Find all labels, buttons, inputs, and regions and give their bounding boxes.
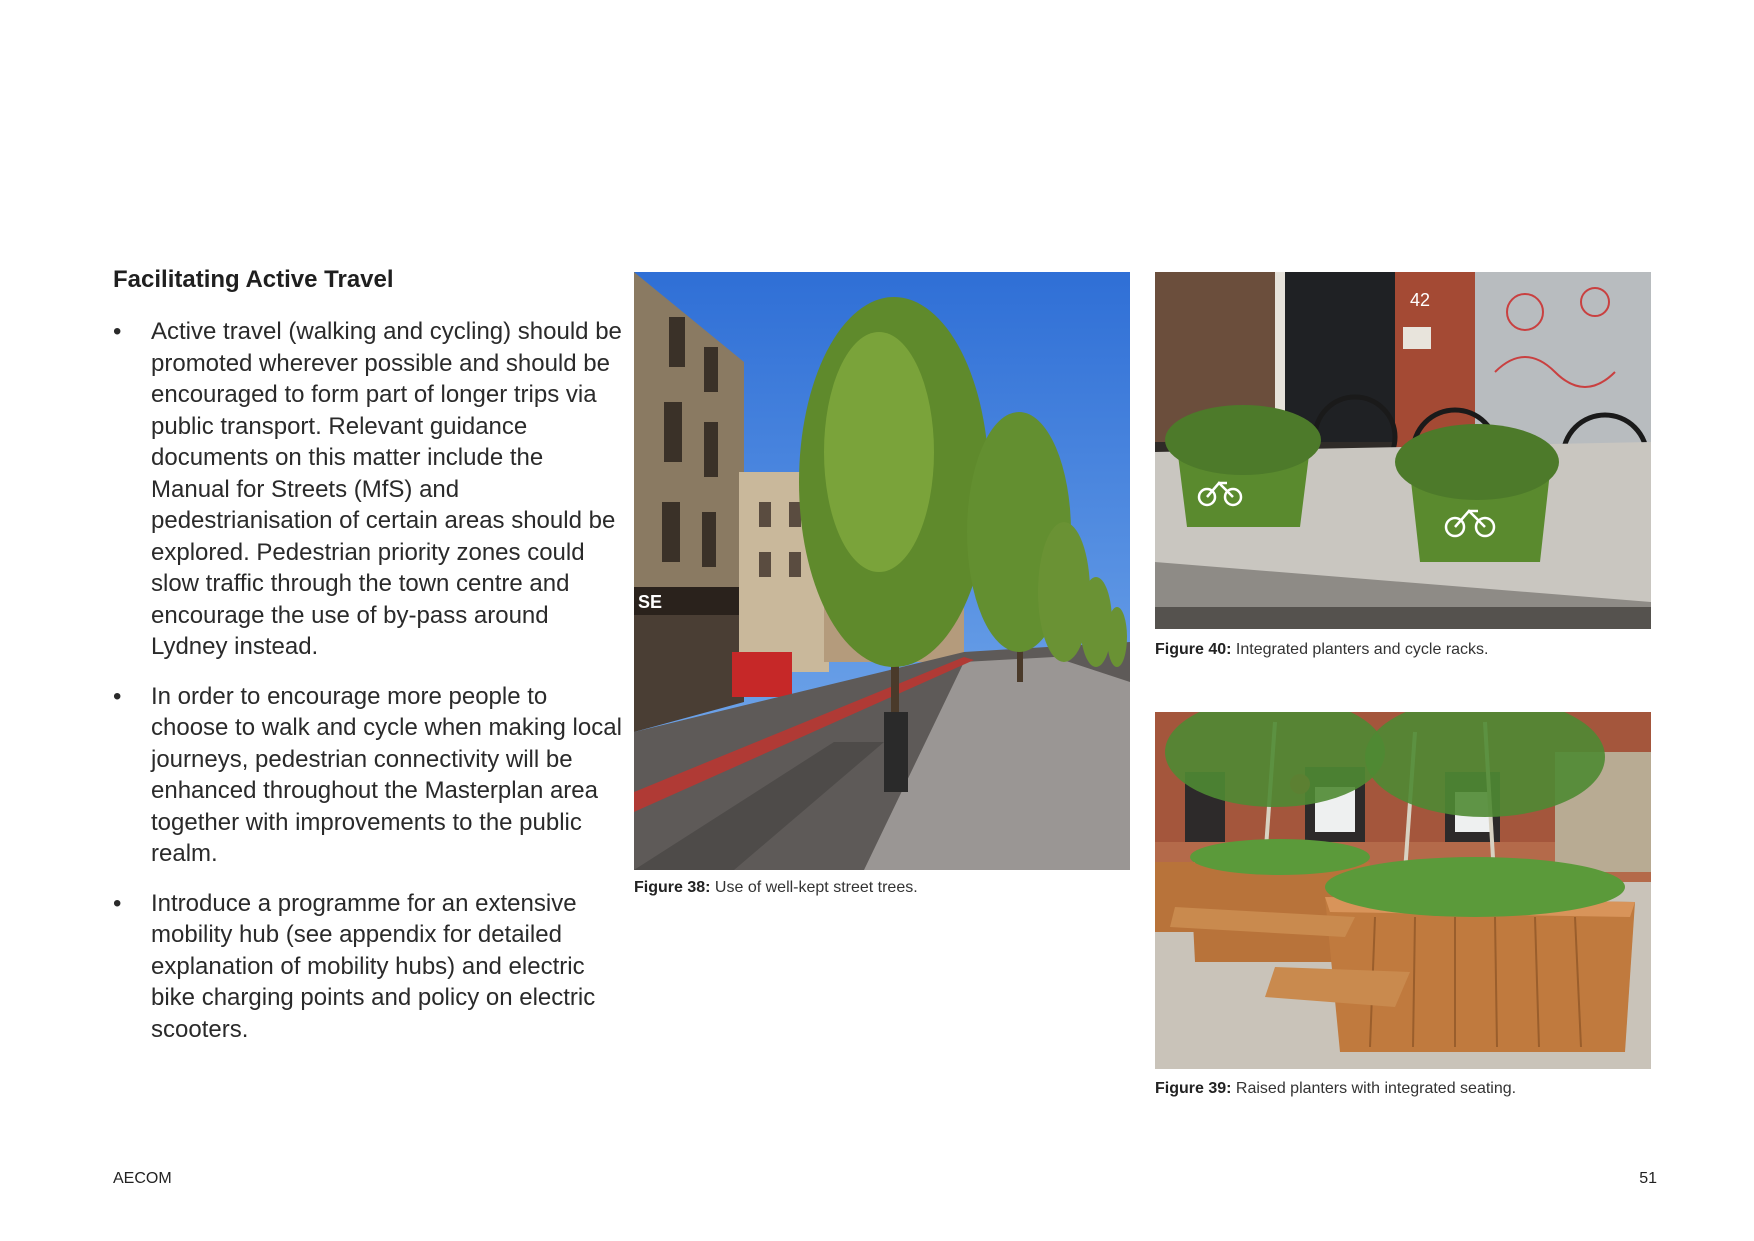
figure-39-caption — [1155, 1080, 1516, 1098]
section-heading: Facilitating Active Travel — [113, 266, 394, 293]
figure-39-caption-text: Raised planters with integrated seating. — [1235, 1080, 1517, 1097]
footer-company-name: AECOM — [113, 1170, 172, 1187]
door-number-text: 42 — [1410, 290, 1431, 310]
bullet-list — [113, 316, 625, 1063]
figure-40-label: Figure 40: — [1155, 641, 1232, 658]
figure-38-street-trees-photo — [634, 272, 1130, 870]
list-item — [113, 888, 625, 1046]
figure-38-caption — [634, 879, 918, 897]
bullet-text: Active travel (walking and cycling) should be promoted wherever possible and should be encouraged to form part of longer trips via public transport. Relevant guidance documents on this matter include the Manual for Streets (MfS) and pedestrianisation of certain areas should be explored. Pedestrian priority zones could slow traffic through the town centre and encourage the use of by-pass around Lydney instead. — [151, 318, 622, 660]
figure-38-label: Figure 38: — [634, 879, 711, 896]
shop-sign-text: SE — [638, 592, 663, 612]
figure-40-caption-text: Integrated planters and cycle racks. — [1235, 641, 1489, 658]
bullet-marker: • — [113, 682, 122, 710]
figure-39-raised-planters-photo — [1155, 712, 1651, 1069]
list-item — [113, 316, 625, 663]
list-item — [113, 681, 625, 870]
figure-38-caption-text: Use of well-kept street trees. — [714, 879, 918, 896]
bullet-marker: • — [113, 318, 122, 345]
figure-40-planters-cycle-racks-photo — [1155, 272, 1651, 629]
page-number: 51 — [1639, 1170, 1657, 1187]
bullet-text: In order to encourage more people to choose to walk and cycle when making local journeys, pedestrian connectivity will be enhanced throughout the Masterplan area together with improvements to the public realm. — [151, 682, 622, 867]
bullet-text: Introduce a programme for an extensive mobility hub (see appendix for detailed explanation of mobility hubs) and electric bike charging points and policy on electric scooters. — [151, 889, 596, 1043]
bullet-marker: • — [113, 889, 122, 917]
figure-39-label: Figure 39: — [1155, 1080, 1232, 1097]
figure-40-caption — [1155, 641, 1489, 659]
